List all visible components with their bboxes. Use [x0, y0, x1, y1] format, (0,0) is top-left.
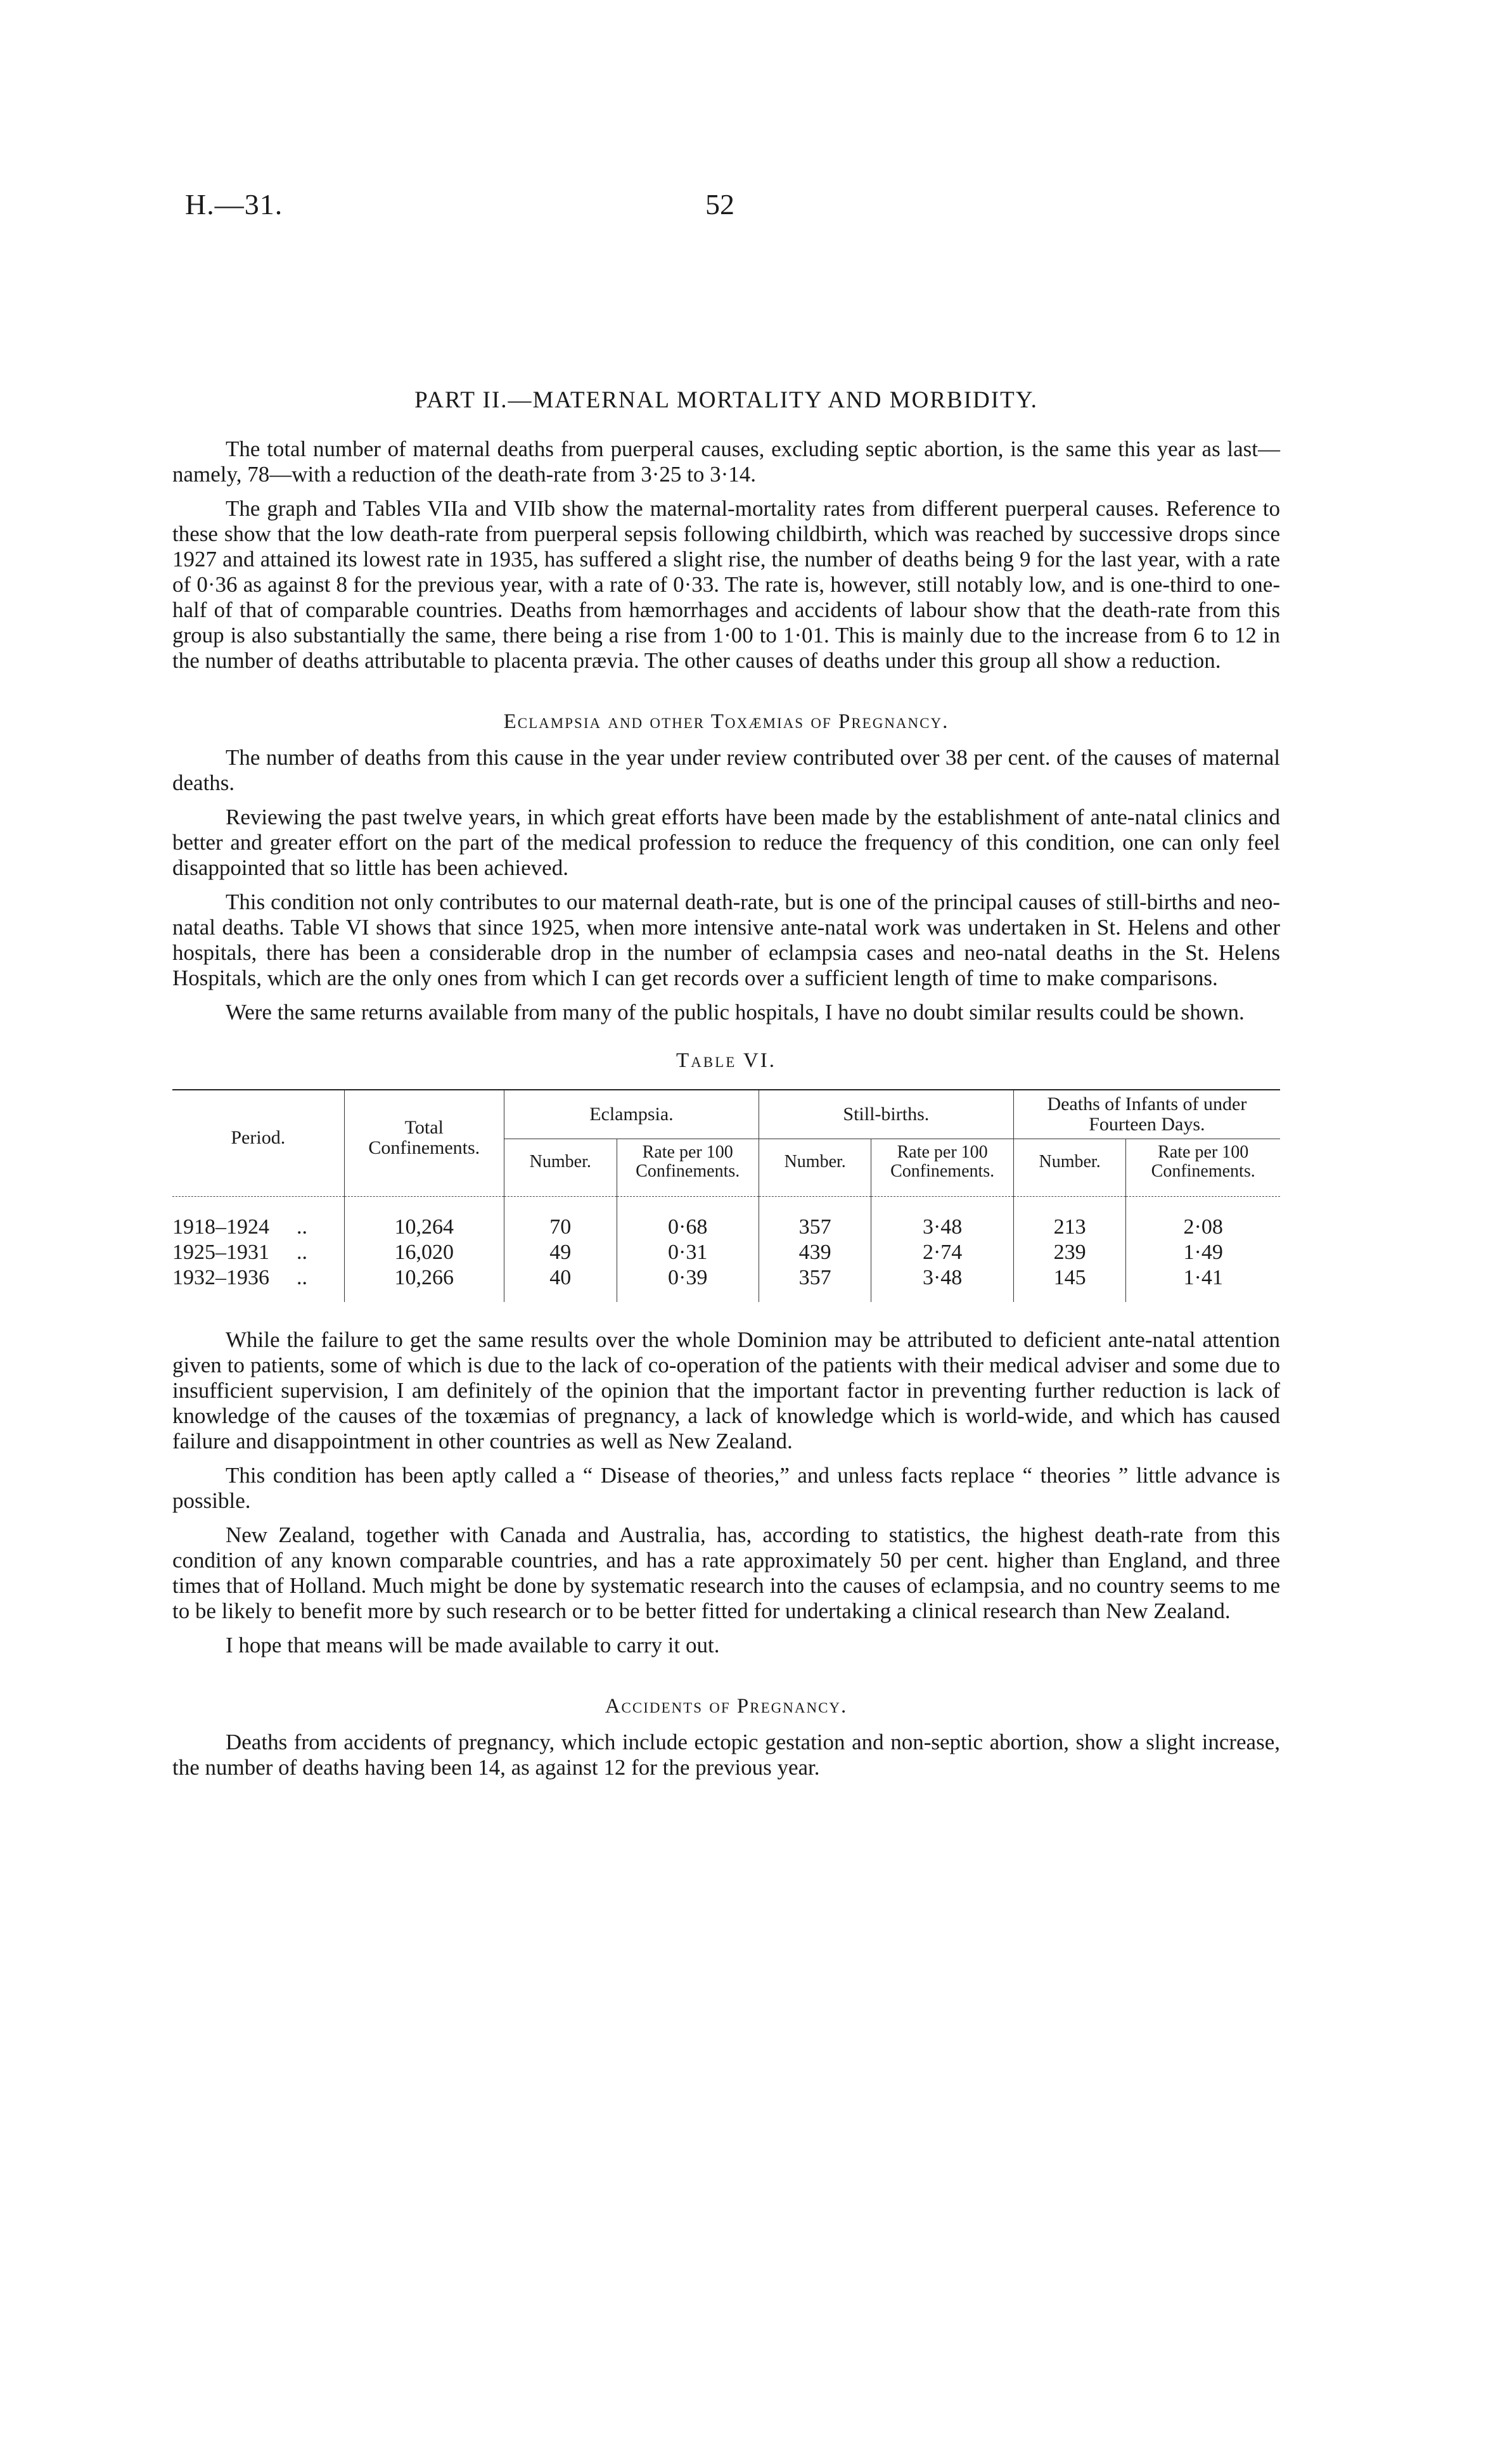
table-row	[172, 1265, 1280, 1302]
row-period: 1918–1924 ..	[172, 1215, 307, 1239]
row-total: 10,264	[344, 1197, 504, 1241]
discussion-paragraph-1: While the failure to get the same results over the whole Dominion may be attributed to deficient ante-natal attention given to patients, some of which is due to the lack of co-operation of the patients with their medical adviser and some due to insufficient supervision, I am definitely of the opinion that the important factor in preventing further reduction is lack of knowledge of the causes of the toxæmias of pregnancy, a lack of knowledge which is world-wide, and which has caused failure and disappointment in other countries as well as New Zealand.	[172, 1327, 1280, 1453]
row-total: 16,020	[344, 1240, 504, 1265]
row-still-number: 357	[759, 1197, 871, 1241]
row-period: 1932–1936 ..	[172, 1266, 307, 1289]
header-total-confinements: Total Confinements.	[344, 1090, 504, 1185]
row-infant-rate: 1·41	[1126, 1265, 1280, 1302]
header-period: Period.	[172, 1090, 344, 1185]
eclampsia-paragraph-3: This condition not only contributes to our maternal death-rate, but is one of the principal causes of still-births and neo-natal deaths. Table VI shows that since 1925, when more intensive ante-natal work was undertaken in St. Helens and other hospitals, there has been a considerable drop in the number of eclampsia cases and neo-natal deaths in the St. Helens Hospitals, which are the only ones from which I can get records over a sufficient length of time to make comparisons.	[172, 890, 1280, 990]
discussion-paragraph-4: I hope that means will be made available to carry it out.	[226, 1633, 720, 1657]
row-infant-rate: 2·08	[1126, 1197, 1280, 1241]
row-eclampsia-rate: 0·31	[617, 1240, 759, 1265]
eclampsia-paragraph-1: The number of deaths from this cause in the year under review contributed over 38 per cent. of the causes of maternal deaths.	[172, 745, 1280, 795]
discussion-paragraph-3: New Zealand, together with Canada and Australia, has, according to statistics, the highest death-rate from this condition of any known comparable countries, and has a rate approximately 50 per cent. higher than England, and three times that of Holland. Much might be done by systematic research into the causes of eclampsia, and no country seems to me to be likely to benefit more by such research or to be better fitted for undertaking a clinical research than New Zealand.	[172, 1522, 1280, 1623]
row-infant-rate: 1·49	[1126, 1240, 1280, 1265]
row-infant-number: 145	[1013, 1265, 1126, 1302]
row-still-number: 439	[759, 1240, 871, 1265]
row-eclampsia-number: 49	[504, 1240, 617, 1265]
row-still-number: 357	[759, 1265, 871, 1302]
discussion-paragraph-2: This condition has been aptly called a “ Disease of theories,” and unless facts replace “ theories ” little advance is possible.	[172, 1463, 1280, 1513]
row-infant-number: 239	[1013, 1240, 1126, 1265]
header-eclampsia-rate: Rate per 100 Confinements.	[617, 1139, 759, 1185]
header-eclampsia: Eclampsia.	[504, 1090, 759, 1139]
eclampsia-paragraph-4: Were the same returns available from many of the public hospitals, I have no doubt similar results could be shown.	[226, 1000, 1245, 1025]
intro-paragraph-1: The total number of maternal deaths from puerperal causes, excluding septic abortion, is the same this year as last—namely, 78—with a reduction of the death-rate from 3·25 to 3·14.	[172, 437, 1280, 487]
part-title: PART II.—MATERNAL MORTALITY AND MORBIDITY.	[414, 387, 1038, 413]
row-still-rate: 3·48	[871, 1197, 1013, 1241]
accidents-paragraph-1: Deaths from accidents of pregnancy, which include ectopic gestation and non-septic abortion, show a slight increase, the number of deaths having been 14, as against 12 for the previous year.	[172, 1730, 1280, 1780]
table-vi	[172, 1089, 1280, 1302]
header-infant-rate: Rate per 100 Confinements.	[1126, 1139, 1280, 1185]
header-infant-number: Number.	[1013, 1139, 1126, 1185]
eclampsia-paragraph-2: Reviewing the past twelve years, in which great efforts have been made by the establishment of ante-natal clinics and better and greater effort on the part of the medical profession to reduce the frequency of this condition, one can only feel disappointed that so little has been achieved.	[172, 805, 1280, 880]
page-number: 52	[705, 188, 734, 220]
row-infant-number: 213	[1013, 1197, 1126, 1241]
table-row	[172, 1197, 1280, 1241]
header-still-births: Still-births.	[759, 1090, 1013, 1139]
accidents-heading: Accidents of Pregnancy.	[605, 1695, 848, 1718]
header-infant-deaths: Deaths of Infants of under Fourteen Days.	[1013, 1090, 1280, 1139]
table-row	[172, 1240, 1280, 1265]
document-body	[172, 386, 1280, 1789]
row-period: 1925–1931 ..	[172, 1241, 307, 1264]
header-still-rate: Rate per 100 Confinements.	[871, 1139, 1013, 1185]
table-caption: Table VI.	[676, 1049, 776, 1072]
row-eclampsia-number: 40	[504, 1265, 617, 1302]
row-eclampsia-rate: 0·68	[617, 1197, 759, 1241]
row-eclampsia-rate: 0·39	[617, 1265, 759, 1302]
row-total: 10,266	[344, 1265, 504, 1302]
header-still-number: Number.	[759, 1139, 871, 1185]
row-still-rate: 2·74	[871, 1240, 1013, 1265]
row-eclampsia-number: 70	[504, 1197, 617, 1241]
row-still-rate: 3·48	[871, 1265, 1013, 1302]
intro-paragraph-2: The graph and Tables VIIa and VIIb show the maternal-mortality rates from different puerperal causes. Reference to these show that the low death-rate from puerperal sepsis following childbirth, which was reached by successive drops since 1927 and attained its lowest rate in 1935, has suffered a slight rise, the number of deaths being 9 for the last year, with a rate of 0·36 as against 8 for the previous year, with a rate of 0·33. The rate is, however, still notably low, and is one-third to one-half of that of comparable countries. Deaths from hæmorrhages and accidents of labour show that the death-rate from this group is also substantially the same, there being a rise from 1·00 to 1·01. This is mainly due to the increase from 6 to 12 in the number of deaths attributable to placenta prævia. The other causes of deaths under this group all show a reduction.	[172, 496, 1280, 673]
header-eclampsia-number: Number.	[504, 1139, 617, 1185]
eclampsia-heading: Eclampsia and other Toxæmias of Pregnancy.	[503, 710, 949, 733]
page-header-ref: H.—31.	[185, 188, 283, 220]
